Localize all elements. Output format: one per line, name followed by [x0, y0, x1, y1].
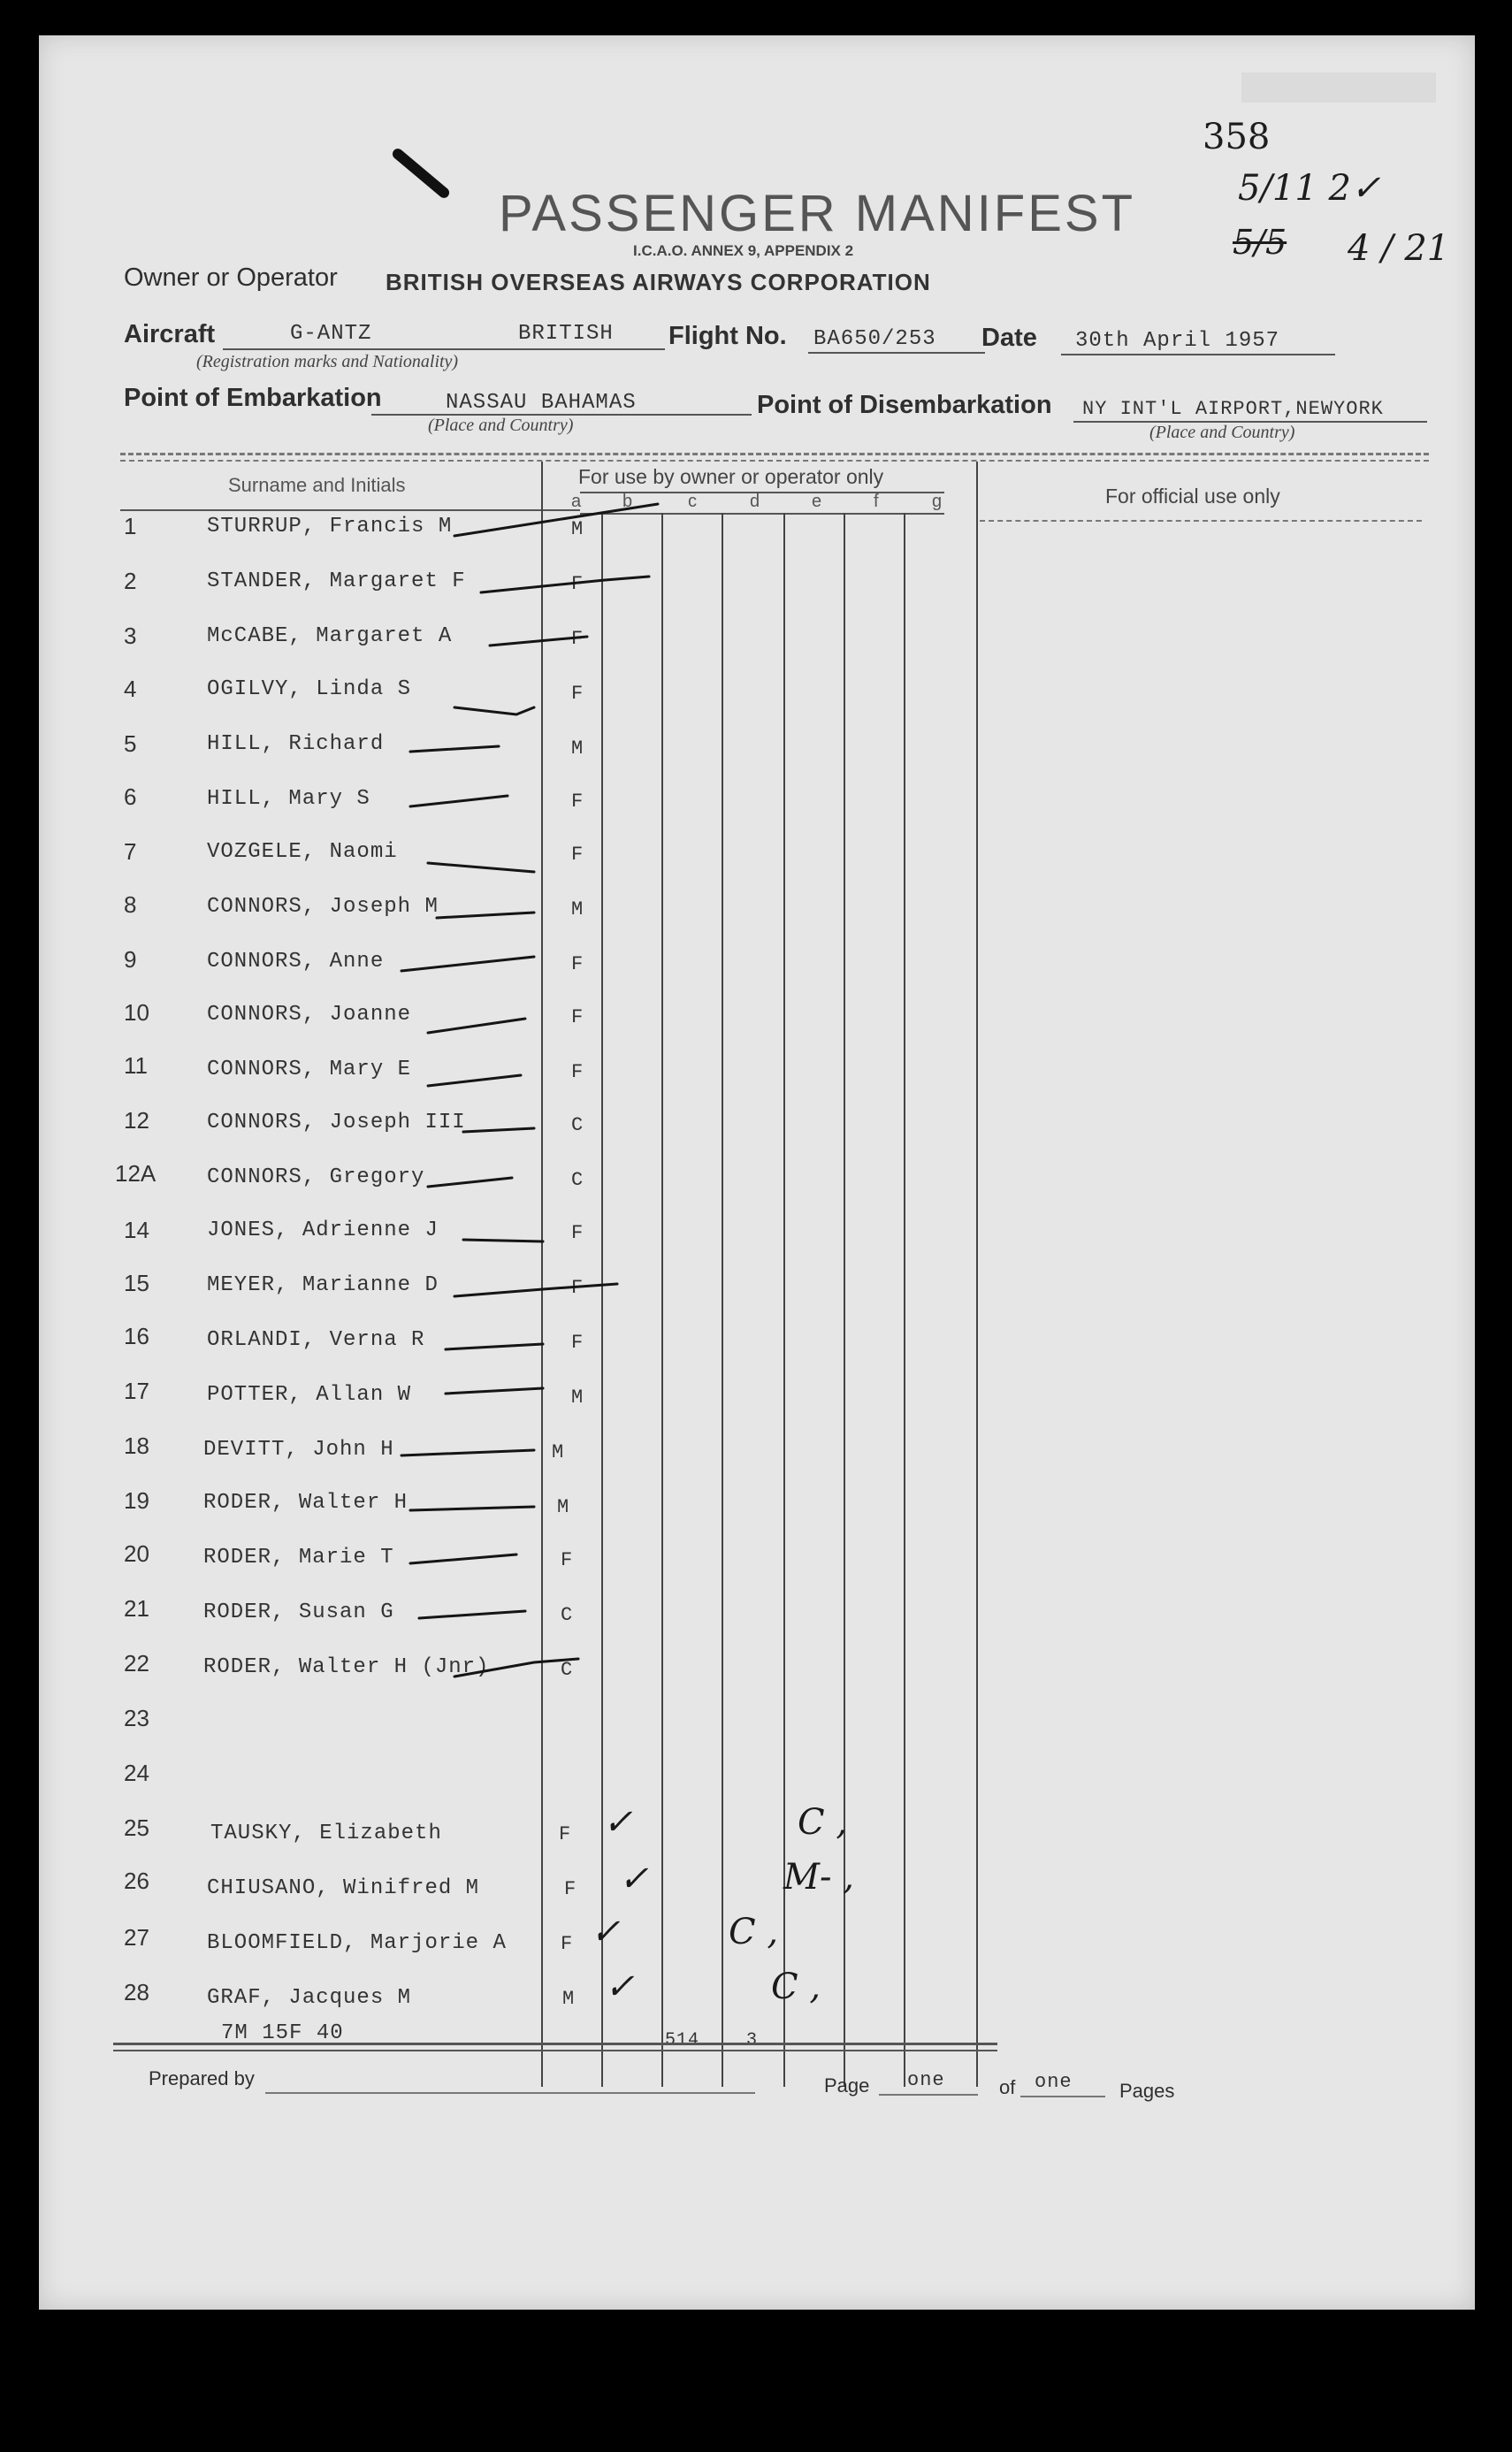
row-number: 11	[124, 1052, 148, 1079]
passenger-name: McCABE, Margaret A	[207, 624, 453, 648]
passenger-name: CONNORS, Gregory	[207, 1165, 425, 1189]
row-number: 2	[124, 568, 137, 594]
handwritten-strikes	[39, 35, 1475, 2310]
handwritten-code: M- ,	[783, 1857, 854, 1898]
column-header-surname: Surname and Initials	[228, 474, 406, 496]
row-number: 26	[124, 1868, 149, 1894]
passenger-code: F	[571, 791, 584, 813]
passenger-name: HILL, Richard	[207, 732, 385, 756]
subtitle: I.C.A.O. ANNEX 9, APPENDIX 2	[633, 242, 854, 259]
row-number: 1	[124, 513, 137, 539]
passenger-name: TAUSKY, Elizabeth	[210, 1822, 442, 1845]
row-number: 21	[124, 1595, 149, 1622]
passenger-code: F	[571, 1277, 584, 1299]
passenger-name: CONNORS, Joseph M	[207, 895, 439, 919]
row-number: 19	[124, 1487, 149, 1514]
row-number: 8	[124, 891, 137, 918]
row-number: 15	[124, 1270, 149, 1296]
passenger-name: CONNORS, Mary E	[207, 1058, 412, 1081]
passenger-code: F	[571, 683, 584, 705]
row-number: 12A	[115, 1160, 157, 1187]
passenger-code: F	[571, 573, 584, 595]
passenger-code: F	[571, 1006, 584, 1028]
passenger-code: C	[561, 1659, 574, 1681]
passenger-code: M	[552, 1441, 565, 1463]
page-number: 358	[1203, 117, 1271, 157]
disembarkation-value: NY INT'L AIRPORT,NEWYORK	[1082, 398, 1384, 420]
passenger-name: RODER, Marie T	[203, 1546, 394, 1570]
row-number: 16	[124, 1323, 149, 1349]
passenger-code: M	[571, 737, 584, 760]
tick-mark: ✓	[605, 1967, 635, 2007]
passenger-code: F	[571, 628, 584, 650]
passenger-code: F	[571, 1332, 584, 1354]
row-number: 5	[124, 730, 137, 757]
column-header-owner-use: For use by owner or operator only	[578, 465, 884, 488]
date-value: 30th April 1957	[1075, 329, 1280, 353]
tick-mark: ✓	[591, 1912, 621, 1952]
passenger-code: M	[557, 1496, 570, 1518]
of-label: of	[999, 2076, 1016, 2098]
passenger-name: RODER, Walter H (Jnr)	[203, 1655, 490, 1679]
passenger-name: VOZGELE, Naomi	[207, 840, 398, 864]
handwritten-note-1: 5/11 2✓	[1238, 168, 1381, 209]
passenger-name: HILL, Mary S	[207, 787, 370, 811]
row-number: 22	[124, 1650, 149, 1677]
date-label: Date	[981, 324, 1037, 352]
passenger-name: JONES, Adrienne J	[207, 1218, 439, 1242]
row-number: 23	[124, 1705, 149, 1731]
passenger-code: F	[561, 1549, 574, 1571]
row-number: 14	[124, 1217, 149, 1243]
column-letter-f: f	[874, 492, 879, 511]
tick-mark: ✓	[603, 1802, 633, 1843]
passenger-code: F	[571, 1061, 584, 1083]
aircraft-label: Aircraft	[124, 320, 216, 348]
pages-label: Pages	[1119, 2080, 1175, 2102]
aircraft-nationality: BRITISH	[518, 322, 614, 346]
passenger-code: C	[561, 1604, 574, 1626]
passenger-code: F	[561, 1933, 574, 1955]
row-number: 10	[124, 999, 149, 1026]
total-marked: 3	[746, 2030, 759, 2051]
page-value: one	[907, 2069, 945, 2091]
passenger-name: RODER, Susan G	[203, 1600, 394, 1624]
passenger-code: F	[564, 1878, 577, 1900]
row-number: 12	[124, 1107, 149, 1134]
aircraft-caption: (Registration marks and Nationality)	[196, 352, 459, 371]
passenger-name: DEVITT, John H	[203, 1438, 394, 1462]
handwritten-note-2: 5/5	[1233, 223, 1287, 262]
total-weight: 514	[665, 2030, 700, 2051]
passenger-name: MEYER, Marianne D	[207, 1273, 439, 1297]
passenger-name: CONNORS, Anne	[207, 950, 385, 974]
row-number: 20	[124, 1540, 149, 1567]
row-number: 28	[124, 1979, 149, 2005]
passenger-code: C	[571, 1169, 584, 1191]
embarkation-value: NASSAU BAHAMAS	[446, 391, 637, 415]
owner-value: BRITISH OVERSEAS AIRWAYS CORPORATION	[386, 269, 931, 295]
passenger-name: OGILVY, Linda S	[207, 677, 412, 701]
row-number: 18	[124, 1432, 149, 1459]
row-number: 6	[124, 783, 137, 810]
handwritten-code: C ,	[771, 1967, 821, 2007]
handwritten-code: C ,	[729, 1912, 779, 1952]
column-header-official: For official use only	[1105, 485, 1280, 508]
passenger-name: CONNORS, Joseph III	[207, 1111, 466, 1134]
row-number: 24	[124, 1760, 149, 1786]
disembarkation-caption: (Place and Country)	[1149, 423, 1295, 442]
passenger-code: M	[571, 898, 584, 920]
passenger-name: BLOOMFIELD, Marjorie A	[207, 1931, 507, 1955]
disembarkation-label: Point of Disembarkation	[757, 391, 1052, 419]
passenger-name: RODER, Walter H	[203, 1491, 409, 1515]
totals-by-class: 7M 15F 40	[221, 2021, 344, 2045]
flight-label: Flight No.	[668, 322, 787, 350]
handwritten-code: C ,	[798, 1802, 848, 1843]
pages-value: one	[1035, 2071, 1073, 2093]
embarkation-caption: (Place and Country)	[428, 416, 574, 435]
page-title: PASSENGER MANIFEST	[499, 185, 1136, 242]
page-label: Page	[824, 2074, 870, 2097]
row-number: 25	[124, 1814, 149, 1841]
column-letter-g: g	[932, 492, 943, 511]
passenger-name: CONNORS, Joanne	[207, 1003, 412, 1027]
passenger-code: M	[571, 518, 584, 540]
row-number: 27	[124, 1924, 149, 1951]
passenger-name: CHIUSANO, Winifred M	[207, 1876, 480, 1900]
row-number: 3	[124, 623, 137, 649]
passenger-code: M	[562, 1988, 576, 2010]
passenger-code: M	[571, 1386, 584, 1409]
row-number: 4	[124, 676, 137, 702]
column-letter-e: e	[812, 492, 822, 511]
embarkation-label: Point of Embarkation	[124, 384, 382, 412]
row-number: 7	[124, 838, 137, 865]
passenger-code: C	[571, 1114, 584, 1136]
column-letter-a: a	[571, 492, 582, 511]
prepared-by-label: Prepared by	[149, 2067, 255, 2089]
aircraft-registration: G-ANTZ	[290, 322, 372, 346]
passenger-code: F	[571, 953, 584, 975]
column-letter-b: b	[622, 492, 633, 511]
passenger-code: F	[571, 1222, 584, 1244]
passenger-name: ORLANDI, Verna R	[207, 1328, 425, 1352]
tick-mark: ✓	[619, 1859, 649, 1899]
row-number: 17	[124, 1378, 149, 1404]
handwritten-note-3: 4 / 21	[1348, 228, 1450, 269]
passenger-name: GRAF, Jacques M	[207, 1986, 412, 2010]
manifest-sheet	[39, 35, 1475, 2310]
passenger-name: STANDER, Margaret F	[207, 569, 466, 593]
passenger-code: F	[571, 844, 584, 866]
column-letter-c: c	[688, 492, 697, 511]
passenger-code: F	[559, 1823, 572, 1845]
passenger-name: POTTER, Allan W	[207, 1383, 412, 1407]
owner-label: Owner or Operator	[124, 264, 338, 292]
row-number: 9	[124, 946, 137, 973]
column-letter-d: d	[750, 492, 760, 511]
passenger-name: STURRUP, Francis M	[207, 515, 453, 539]
flight-value: BA650/253	[813, 327, 936, 351]
